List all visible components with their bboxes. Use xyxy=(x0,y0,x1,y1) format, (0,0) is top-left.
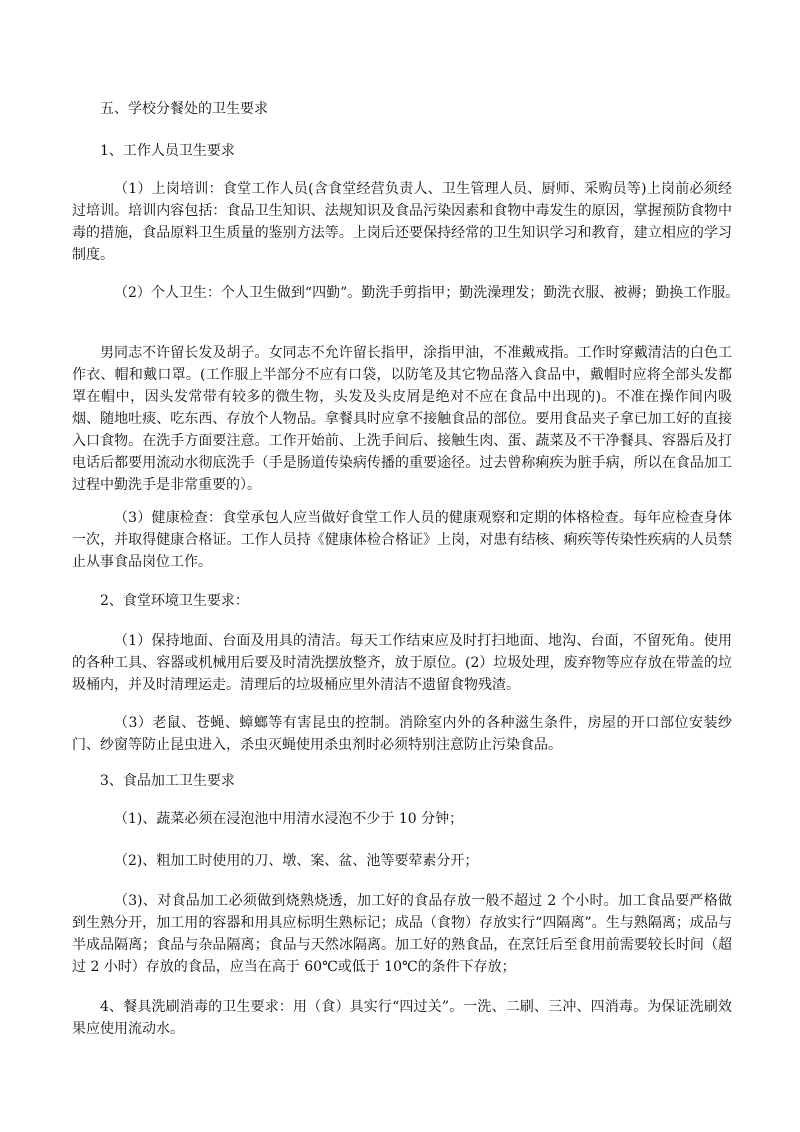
paragraph-food-processing: （3)、对食品加工必须做到烧熟烧透，加工好的食品存放一般不超过 2 个小时。加工食品要严格做到生熟分开，加工用的容器和用具应标明生熟标记；成品（食物）存放实行“四隔离”。生与熟隔离；成品与半成品隔离；食品与杂品隔离；食品与天然冰隔离。加工好的熟食品，在烹饪后至食用前需要较长时间（超过 2 小时）存放的食品，应当在高于 60℃或低于 10℃的条件下存放； xyxy=(72,893,732,975)
paragraph-pest-control: （3）老鼠、苍蝇、蟑螂等有害昆虫的控制。消除室内外的各种滋生条件，房屋的开口部位安装纱门、纱窗等防止昆虫进入，杀虫灭蝇使用杀虫剂时必须特别注意防止污染食品。 xyxy=(72,715,732,753)
paragraph-cleaning: （1）保持地面、台面及用具的清洁。每天工作结束应及时打扫地面、地沟、台面，不留死角。使用的各种工具、容器或机械用后要及时清洗摆放整齐，放于原位。(2）垃圾处理，废弃物等应存放在带盖的垃圾桶内，并及时清理运走。清理后的垃圾桶应里外清洁不遗留食物残渣。 xyxy=(72,633,732,693)
paragraph-health-check: （3）健康检查：食堂承包人应当做好食堂工作人员的健康观察和定期的体格检查。每年应检查身体一次，并取得健康合格证。工作人员持《健康体检合格证》上岗，对患有结核、痢疾等传染性疾病的人员禁止从事食品岗位工作。 xyxy=(72,510,732,570)
section-heading: 五、学校分餐处的卫生要求 xyxy=(100,101,268,117)
paragraph-tableware: 4、餐具洗刷消毒的卫生要求：用（食）具实行“四过关”。一洗、二刷、三冲、四消毒。为保证洗刷效果应使用流动水。 xyxy=(72,999,732,1037)
paragraph-grooming: 男同志不许留长发及胡子。女同志不允许留长指甲，涂指甲油，不准戴戒指。工作时穿戴清洁的白色工作衣、帽和戴口罩。(工作服上半部分不应有口袋，以防笔及其它物品落入食品中，戴帽时应将全部头发都罩在帽中，因头发常带有较多的微生物，头发及头皮屑是绝对不应在食品中出现的)。不准在操作间内吸烟、随地吐痰、吃东西、存放个人物品。拿餐具时应拿不接触食品的部位。要用食品夹子拿已加工好的直接入口食物。在洗手方面要注意。工作开始前、上洗手间后、接触生肉、蛋、蔬菜及不干净餐具、容器后及打电话后都要用流动水彻底洗手（手是肠道传染病传播的重要途径。过去曾称痢疾为脏手病，所以在食品加工过程中勤洗手是非常重要的）。 xyxy=(72,345,732,493)
paragraph-training: （1）上岗培训：食堂工作人员(含食堂经营负责人、卫生管理人员、厨师、采购员等)上岗前必须经过培训。培训内容包括：食品卫生知识、法规知识及食品污染因素和食物中毒发生的原因，掌握预防食物中毒的措施，食品原料卫生质量的鉴别方法等。上岗后还要保持经常的卫生知识学习和教育，建立相应的学习制度。 xyxy=(72,181,732,263)
paragraph-utensils: （2)、粗加工时使用的刀、墩、案、盆、池等要荤素分开； xyxy=(114,853,479,869)
subsection-heading: 3、食品加工卫生要求 xyxy=(100,773,235,789)
subsection-heading: 1、工作人员卫生要求 xyxy=(100,143,235,159)
paragraph-vegetables: （1)、蔬菜必须在浸泡池中用清水浸泡不少于 10 分钟； xyxy=(114,811,464,827)
subsection-heading: 2、食堂环境卫生要求： xyxy=(100,593,249,609)
paragraph-personal-hygiene: （2）个人卫生：个人卫生做到“四勤”。勤洗手剪指甲；勤洗澡理发；勤洗衣服、被褥；勤换工作服。 xyxy=(114,285,740,301)
